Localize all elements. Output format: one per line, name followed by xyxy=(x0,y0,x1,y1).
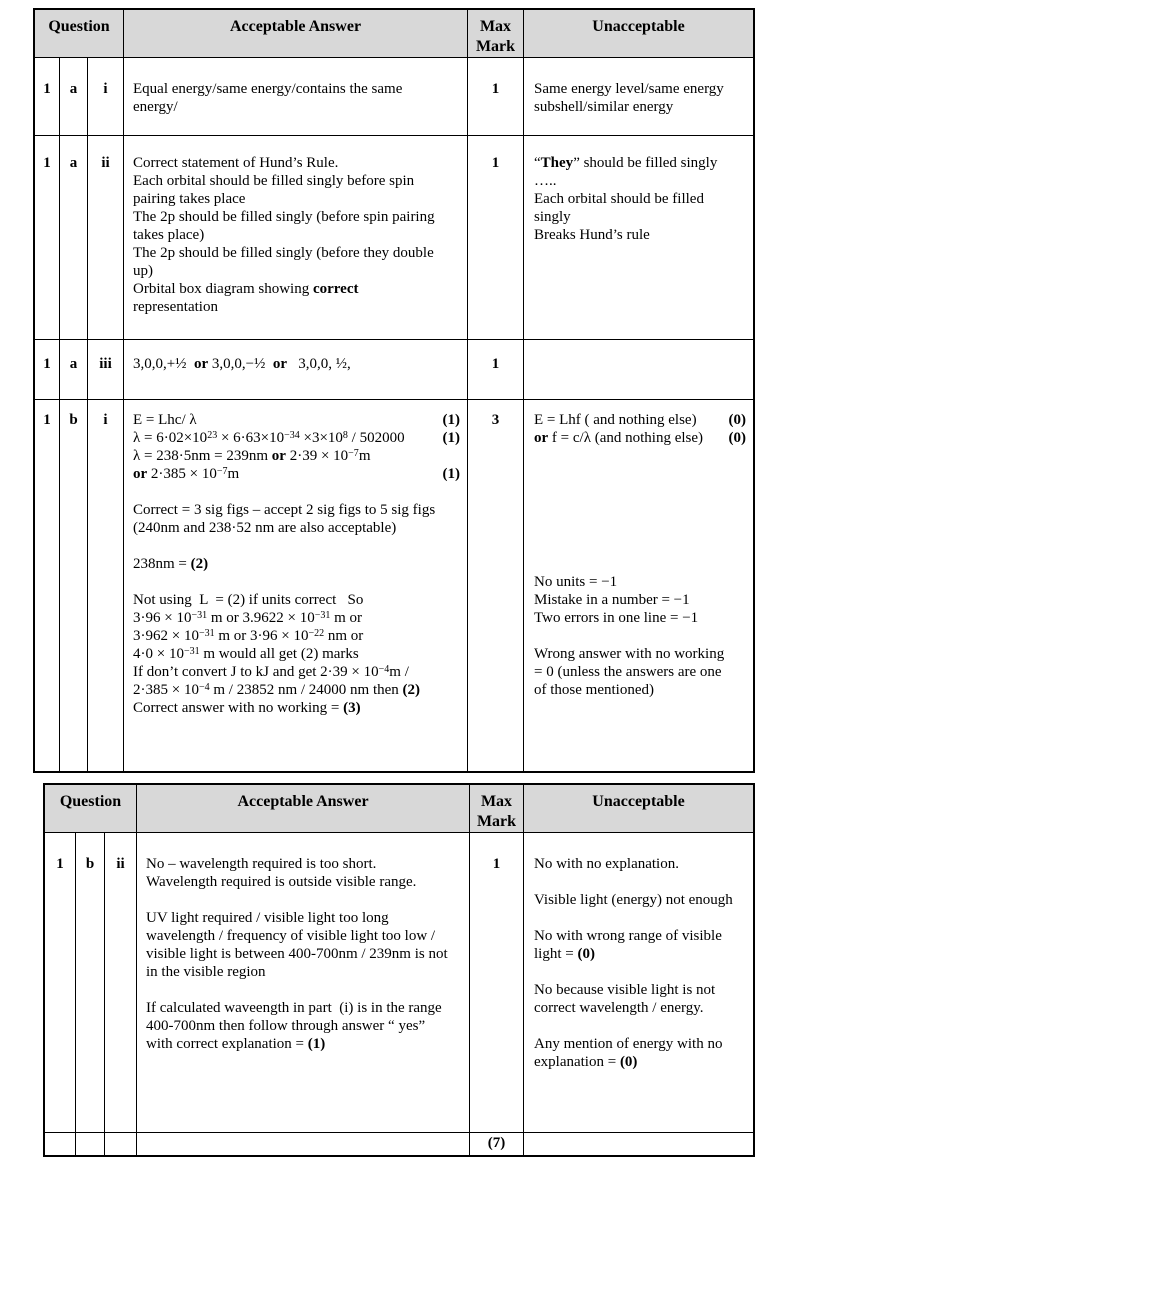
question-number: 1 xyxy=(45,833,76,1133)
header-max-mark xyxy=(468,10,524,58)
table-row-1aiii xyxy=(35,340,753,400)
header-question: Question xyxy=(35,10,124,58)
header-unacceptable: Unacceptable xyxy=(524,785,753,833)
acceptable-answer-cell: E = Lhc/ λ (1) $\lambda = 6\cdot 02\times 10^{23} \times 6\cdot 63\times 10^{-34} \times 3\times 10^8 / 502000$ (1) λ = 238·5nm = 239nm or $2\cdot 39 \times 10^{-7}m$ or $2\cdot 385 \times 10^{-7}m$ (1) Correct = 3 sig figs – accept 2 sig figs to 5 sig figs (240nm and 238·52 nm are also acceptable) 238nm = (2) Not using L = (2) if units correct So $3\cdot 96 \times 10^{-31}$ m or $3.9622 \times 10^{-31}$ m or $3\cdot 962 \times 10^{-31}$ m or $3\cdot 96 \times 10^{-22}$ nm or $4\cdot 0 \times 10^{-31}$ m would all get (2) marks If don’t convert J to kJ and get $2\cdot 39 \times 10^{-4}m$ / $2\cdot 385 \times 10^{-4}$ m / 23852 nm / 24000 nm then (2) Correct answer with no working = (3) xyxy=(124,400,468,771)
header-max-mark-line1: Max xyxy=(480,793,513,810)
question-subpart xyxy=(105,1133,137,1155)
header-max-mark-line2: Mark xyxy=(476,813,517,830)
table2-header-row xyxy=(45,785,753,833)
max-mark-cell: 1 xyxy=(468,340,524,400)
header-acceptable-answer: Acceptable Answer xyxy=(137,785,470,833)
max-mark-cell: 1 xyxy=(468,58,524,136)
header-unacceptable: Unacceptable xyxy=(524,10,753,58)
table-row-1aii xyxy=(35,136,753,340)
max-mark-cell: 3 xyxy=(468,400,524,771)
question-number: 1 xyxy=(35,400,60,771)
question-subpart: i xyxy=(88,400,124,771)
header-question: Question xyxy=(45,785,137,833)
question-part: a xyxy=(60,340,88,400)
unacceptable-cell: E = Lhf ( and nothing else) (0) or f = c/λ (and nothing else) (0) No units = −1 Mistake in a number = −1 Two errors in one line = −1 Wrong answer with no working = 0 (unless the answers are one of those mentioned) xyxy=(534,412,746,698)
max-mark-cell: 1 xyxy=(470,833,524,1133)
table-row-1bi xyxy=(35,400,753,771)
question-part: b xyxy=(60,400,88,771)
question-number xyxy=(45,1133,76,1155)
marking-scheme-table-2 xyxy=(43,783,755,1157)
question-number: 1 xyxy=(35,58,60,136)
acceptable-answer-cell: No – wavelength required is too short. Wavelength required is outside visible range. UV light required / visible light too long wavelength / frequency of visible light too low / visible light is between 400-700nm / 239nm is not in the visible region If calculated waveength in part (i) is in the range 400-700nm then follow through answer “ yes” with correct explanation = (1) xyxy=(137,833,470,1133)
page xyxy=(0,8,1152,1313)
total-mark-cell: (7) xyxy=(470,1133,524,1155)
table-row-1ai xyxy=(35,58,753,136)
question-subpart: iii xyxy=(88,340,124,400)
question-subpart: ii xyxy=(88,136,124,340)
header-max-mark-line2: Mark xyxy=(475,38,516,55)
question-subpart: i xyxy=(88,58,124,136)
table-total-row xyxy=(45,1133,753,1155)
question-part xyxy=(76,1133,105,1155)
unacceptable-cell: No with no explanation. Visible light (energy) not enough No with wrong range of visible light = (0) No because visible light is not correct wavelength / energy. Any mention of energy with no explanation = (0) xyxy=(524,833,753,1133)
acceptable-answer-cell: Correct statement of Hund’s Rule. Each orbital should be filled singly before spin pairing takes place The 2p should be filled singly (before spin pairing takes place) The 2p should be filled singly (before they double up) Orbital box diagram showing correct representation xyxy=(124,136,468,340)
table-row-1bii xyxy=(45,833,753,1133)
marking-scheme-table-1 xyxy=(33,8,755,773)
table1-header-row xyxy=(35,10,753,58)
question-part: a xyxy=(60,58,88,136)
question-part: a xyxy=(60,136,88,340)
question-number: 1 xyxy=(35,136,60,340)
question-subpart: ii xyxy=(105,833,137,1133)
unacceptable-cell xyxy=(524,1133,753,1155)
unacceptable-cell: “They” should be filled singly ….. Each orbital should be filled singly Breaks Hund’s rule xyxy=(524,136,753,340)
header-acceptable-answer: Acceptable Answer xyxy=(124,10,468,58)
header-max-mark xyxy=(470,785,524,833)
question-number: 1 xyxy=(35,340,60,400)
header-max-mark-line1: Max xyxy=(479,18,512,35)
acceptable-answer-cell: Equal energy/same energy/contains the same energy/ xyxy=(124,58,468,136)
acceptable-answer-cell: 3,0,0,+½ or 3,0,0,−½ or 3,0,0, ½, xyxy=(124,340,468,400)
unacceptable-cell: Same energy level/same energy subshell/similar energy xyxy=(524,58,753,136)
max-mark-cell: 1 xyxy=(468,136,524,340)
unacceptable-cell xyxy=(524,340,753,400)
acceptable-answer-cell xyxy=(137,1133,470,1155)
question-part: b xyxy=(76,833,105,1133)
